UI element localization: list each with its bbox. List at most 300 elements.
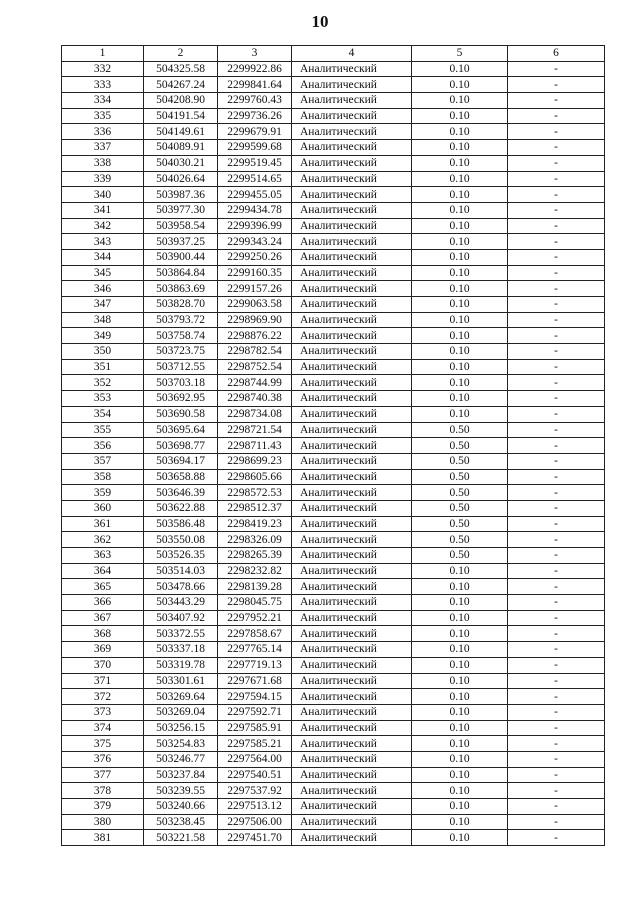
point-number-cell: 332 bbox=[62, 61, 144, 77]
note-cell: - bbox=[508, 140, 605, 156]
x-coordinate-cell: 504026.64 bbox=[144, 171, 218, 187]
table-row bbox=[62, 202, 605, 218]
point-number-cell: 333 bbox=[62, 77, 144, 93]
point-number-cell: 343 bbox=[62, 234, 144, 250]
y-coordinate-cell: 2298740.38 bbox=[218, 391, 292, 407]
y-coordinate-cell: 2297451.70 bbox=[218, 830, 292, 846]
table-row bbox=[62, 689, 605, 705]
column-header-4: 4 bbox=[292, 46, 412, 62]
y-coordinate-cell: 2297671.68 bbox=[218, 673, 292, 689]
accuracy-cell: 0.10 bbox=[412, 610, 508, 626]
y-coordinate-cell: 2299514.65 bbox=[218, 171, 292, 187]
x-coordinate-cell: 503712.55 bbox=[144, 359, 218, 375]
y-coordinate-cell: 2297765.14 bbox=[218, 642, 292, 658]
table-row bbox=[62, 344, 605, 360]
x-coordinate-cell: 503514.03 bbox=[144, 563, 218, 579]
accuracy-cell: 0.10 bbox=[412, 187, 508, 203]
y-coordinate-cell: 2297719.13 bbox=[218, 657, 292, 673]
note-cell: - bbox=[508, 359, 605, 375]
point-number-cell: 379 bbox=[62, 799, 144, 815]
point-number-cell: 362 bbox=[62, 532, 144, 548]
table-row bbox=[62, 704, 605, 720]
y-coordinate-cell: 2297564.00 bbox=[218, 751, 292, 767]
y-coordinate-cell: 2298265.39 bbox=[218, 548, 292, 564]
method-cell: Аналитический bbox=[292, 642, 412, 658]
table-body bbox=[62, 61, 605, 845]
method-cell: Аналитический bbox=[292, 595, 412, 611]
note-cell: - bbox=[508, 579, 605, 595]
x-coordinate-cell: 503987.36 bbox=[144, 187, 218, 203]
table-row bbox=[62, 93, 605, 109]
note-cell: - bbox=[508, 673, 605, 689]
accuracy-cell: 0.10 bbox=[412, 234, 508, 250]
y-coordinate-cell: 2299434.78 bbox=[218, 202, 292, 218]
table-row bbox=[62, 124, 605, 140]
point-number-cell: 366 bbox=[62, 595, 144, 611]
method-cell: Аналитический bbox=[292, 626, 412, 642]
x-coordinate-cell: 503658.88 bbox=[144, 469, 218, 485]
y-coordinate-cell: 2299455.05 bbox=[218, 187, 292, 203]
table-row bbox=[62, 469, 605, 485]
page-number: 10 bbox=[311, 12, 329, 31]
header-row bbox=[62, 46, 605, 62]
method-cell: Аналитический bbox=[292, 187, 412, 203]
y-coordinate-cell: 2299922.86 bbox=[218, 61, 292, 77]
method-cell: Аналитический bbox=[292, 422, 412, 438]
note-cell: - bbox=[508, 375, 605, 391]
table-row bbox=[62, 249, 605, 265]
accuracy-cell: 0.10 bbox=[412, 830, 508, 846]
y-coordinate-cell: 2298512.37 bbox=[218, 500, 292, 516]
table-row bbox=[62, 187, 605, 203]
note-cell: - bbox=[508, 171, 605, 187]
accuracy-cell: 0.10 bbox=[412, 359, 508, 375]
note-cell: - bbox=[508, 751, 605, 767]
note-cell: - bbox=[508, 704, 605, 720]
table-row bbox=[62, 736, 605, 752]
x-coordinate-cell: 503237.84 bbox=[144, 767, 218, 783]
method-cell: Аналитический bbox=[292, 155, 412, 171]
x-coordinate-cell: 503240.66 bbox=[144, 799, 218, 815]
point-number-cell: 334 bbox=[62, 93, 144, 109]
table-row bbox=[62, 642, 605, 658]
point-number-cell: 353 bbox=[62, 391, 144, 407]
method-cell: Аналитический bbox=[292, 297, 412, 313]
method-cell: Аналитический bbox=[292, 485, 412, 501]
note-cell: - bbox=[508, 736, 605, 752]
table-row bbox=[62, 485, 605, 501]
accuracy-cell: 0.10 bbox=[412, 751, 508, 767]
note-cell: - bbox=[508, 187, 605, 203]
x-coordinate-cell: 503723.75 bbox=[144, 344, 218, 360]
table-row bbox=[62, 359, 605, 375]
method-cell: Аналитический bbox=[292, 77, 412, 93]
point-number-cell: 372 bbox=[62, 689, 144, 705]
table-row bbox=[62, 140, 605, 156]
x-coordinate-cell: 503586.48 bbox=[144, 516, 218, 532]
x-coordinate-cell: 503977.30 bbox=[144, 202, 218, 218]
column-header-3: 3 bbox=[218, 46, 292, 62]
note-cell: - bbox=[508, 642, 605, 658]
x-coordinate-cell: 504267.24 bbox=[144, 77, 218, 93]
accuracy-cell: 0.50 bbox=[412, 532, 508, 548]
y-coordinate-cell: 2298572.53 bbox=[218, 485, 292, 501]
y-coordinate-cell: 2299343.24 bbox=[218, 234, 292, 250]
table-header bbox=[62, 46, 605, 62]
note-cell: - bbox=[508, 595, 605, 611]
table-row bbox=[62, 453, 605, 469]
column-header-1: 1 bbox=[62, 46, 144, 62]
y-coordinate-cell: 2297537.92 bbox=[218, 783, 292, 799]
x-coordinate-cell: 503238.45 bbox=[144, 814, 218, 830]
y-coordinate-cell: 2298326.09 bbox=[218, 532, 292, 548]
y-coordinate-cell: 2299250.26 bbox=[218, 249, 292, 265]
method-cell: Аналитический bbox=[292, 234, 412, 250]
point-number-cell: 368 bbox=[62, 626, 144, 642]
note-cell: - bbox=[508, 532, 605, 548]
note-cell: - bbox=[508, 469, 605, 485]
method-cell: Аналитический bbox=[292, 93, 412, 109]
table-row bbox=[62, 312, 605, 328]
note-cell: - bbox=[508, 61, 605, 77]
x-coordinate-cell: 503254.83 bbox=[144, 736, 218, 752]
accuracy-cell: 0.10 bbox=[412, 814, 508, 830]
table-row bbox=[62, 563, 605, 579]
method-cell: Аналитический bbox=[292, 673, 412, 689]
coordinates-table bbox=[61, 45, 605, 846]
x-coordinate-cell: 504208.90 bbox=[144, 93, 218, 109]
accuracy-cell: 0.10 bbox=[412, 218, 508, 234]
point-number-cell: 356 bbox=[62, 438, 144, 454]
point-number-cell: 373 bbox=[62, 704, 144, 720]
point-number-cell: 371 bbox=[62, 673, 144, 689]
y-coordinate-cell: 2299157.26 bbox=[218, 281, 292, 297]
table-row bbox=[62, 595, 605, 611]
x-coordinate-cell: 503319.78 bbox=[144, 657, 218, 673]
accuracy-cell: 0.50 bbox=[412, 485, 508, 501]
x-coordinate-cell: 503239.55 bbox=[144, 783, 218, 799]
table-row bbox=[62, 375, 605, 391]
accuracy-cell: 0.10 bbox=[412, 312, 508, 328]
x-coordinate-cell: 503900.44 bbox=[144, 249, 218, 265]
point-number-cell: 381 bbox=[62, 830, 144, 846]
table-row bbox=[62, 61, 605, 77]
note-cell: - bbox=[508, 689, 605, 705]
point-number-cell: 342 bbox=[62, 218, 144, 234]
note-cell: - bbox=[508, 108, 605, 124]
note-cell: - bbox=[508, 453, 605, 469]
x-coordinate-cell: 503695.64 bbox=[144, 422, 218, 438]
point-number-cell: 376 bbox=[62, 751, 144, 767]
point-number-cell: 360 bbox=[62, 500, 144, 516]
y-coordinate-cell: 2299396.99 bbox=[218, 218, 292, 234]
accuracy-cell: 0.10 bbox=[412, 375, 508, 391]
point-number-cell: 378 bbox=[62, 783, 144, 799]
x-coordinate-cell: 503407.92 bbox=[144, 610, 218, 626]
x-coordinate-cell: 503863.69 bbox=[144, 281, 218, 297]
note-cell: - bbox=[508, 657, 605, 673]
method-cell: Аналитический bbox=[292, 406, 412, 422]
note-cell: - bbox=[508, 218, 605, 234]
accuracy-cell: 0.10 bbox=[412, 249, 508, 265]
method-cell: Аналитический bbox=[292, 218, 412, 234]
y-coordinate-cell: 2298232.82 bbox=[218, 563, 292, 579]
method-cell: Аналитический bbox=[292, 767, 412, 783]
table-row bbox=[62, 422, 605, 438]
method-cell: Аналитический bbox=[292, 799, 412, 815]
table-row bbox=[62, 548, 605, 564]
x-coordinate-cell: 503269.04 bbox=[144, 704, 218, 720]
y-coordinate-cell: 2297585.21 bbox=[218, 736, 292, 752]
x-coordinate-cell: 503622.88 bbox=[144, 500, 218, 516]
column-header-5: 5 bbox=[412, 46, 508, 62]
point-number-cell: 337 bbox=[62, 140, 144, 156]
accuracy-cell: 0.10 bbox=[412, 61, 508, 77]
point-number-cell: 350 bbox=[62, 344, 144, 360]
x-coordinate-cell: 504030.21 bbox=[144, 155, 218, 171]
y-coordinate-cell: 2299679.91 bbox=[218, 124, 292, 140]
x-coordinate-cell: 503937.25 bbox=[144, 234, 218, 250]
y-coordinate-cell: 2299519.45 bbox=[218, 155, 292, 171]
note-cell: - bbox=[508, 814, 605, 830]
method-cell: Аналитический bbox=[292, 391, 412, 407]
point-number-cell: 351 bbox=[62, 359, 144, 375]
x-coordinate-cell: 503256.15 bbox=[144, 720, 218, 736]
x-coordinate-cell: 503692.95 bbox=[144, 391, 218, 407]
point-number-cell: 335 bbox=[62, 108, 144, 124]
x-coordinate-cell: 503703.18 bbox=[144, 375, 218, 391]
accuracy-cell: 0.10 bbox=[412, 202, 508, 218]
note-cell: - bbox=[508, 422, 605, 438]
method-cell: Аналитический bbox=[292, 375, 412, 391]
method-cell: Аналитический bbox=[292, 814, 412, 830]
note-cell: - bbox=[508, 281, 605, 297]
accuracy-cell: 0.50 bbox=[412, 548, 508, 564]
accuracy-cell: 0.50 bbox=[412, 516, 508, 532]
method-cell: Аналитический bbox=[292, 108, 412, 124]
y-coordinate-cell: 2297952.21 bbox=[218, 610, 292, 626]
point-number-cell: 369 bbox=[62, 642, 144, 658]
point-number-cell: 365 bbox=[62, 579, 144, 595]
table-row bbox=[62, 297, 605, 313]
method-cell: Аналитический bbox=[292, 202, 412, 218]
method-cell: Аналитический bbox=[292, 265, 412, 281]
x-coordinate-cell: 503758.74 bbox=[144, 328, 218, 344]
y-coordinate-cell: 2298699.23 bbox=[218, 453, 292, 469]
table-row bbox=[62, 218, 605, 234]
y-coordinate-cell: 2297513.12 bbox=[218, 799, 292, 815]
table-row bbox=[62, 579, 605, 595]
method-cell: Аналитический bbox=[292, 469, 412, 485]
note-cell: - bbox=[508, 297, 605, 313]
note-cell: - bbox=[508, 610, 605, 626]
method-cell: Аналитический bbox=[292, 689, 412, 705]
x-coordinate-cell: 503478.66 bbox=[144, 579, 218, 595]
point-number-cell: 341 bbox=[62, 202, 144, 218]
table-row bbox=[62, 328, 605, 344]
x-coordinate-cell: 503269.64 bbox=[144, 689, 218, 705]
table-row bbox=[62, 234, 605, 250]
accuracy-cell: 0.10 bbox=[412, 93, 508, 109]
accuracy-cell: 0.10 bbox=[412, 124, 508, 140]
accuracy-cell: 0.10 bbox=[412, 720, 508, 736]
point-number-cell: 359 bbox=[62, 485, 144, 501]
point-number-cell: 344 bbox=[62, 249, 144, 265]
accuracy-cell: 0.10 bbox=[412, 155, 508, 171]
y-coordinate-cell: 2298969.90 bbox=[218, 312, 292, 328]
x-coordinate-cell: 503372.55 bbox=[144, 626, 218, 642]
method-cell: Аналитический bbox=[292, 344, 412, 360]
point-number-cell: 370 bbox=[62, 657, 144, 673]
method-cell: Аналитический bbox=[292, 532, 412, 548]
accuracy-cell: 0.10 bbox=[412, 799, 508, 815]
y-coordinate-cell: 2298734.08 bbox=[218, 406, 292, 422]
method-cell: Аналитический bbox=[292, 516, 412, 532]
method-cell: Аналитический bbox=[292, 720, 412, 736]
table-row bbox=[62, 673, 605, 689]
accuracy-cell: 0.10 bbox=[412, 328, 508, 344]
method-cell: Аналитический bbox=[292, 736, 412, 752]
method-cell: Аналитический bbox=[292, 830, 412, 846]
table-row bbox=[62, 767, 605, 783]
x-coordinate-cell: 504191.54 bbox=[144, 108, 218, 124]
y-coordinate-cell: 2298139.28 bbox=[218, 579, 292, 595]
method-cell: Аналитический bbox=[292, 453, 412, 469]
table-row bbox=[62, 406, 605, 422]
table-row bbox=[62, 281, 605, 297]
x-coordinate-cell: 503828.70 bbox=[144, 297, 218, 313]
point-number-cell: 355 bbox=[62, 422, 144, 438]
table-row bbox=[62, 171, 605, 187]
note-cell: - bbox=[508, 406, 605, 422]
x-coordinate-cell: 503646.39 bbox=[144, 485, 218, 501]
y-coordinate-cell: 2298045.75 bbox=[218, 595, 292, 611]
table-row bbox=[62, 155, 605, 171]
point-number-cell: 363 bbox=[62, 548, 144, 564]
y-coordinate-cell: 2298744.99 bbox=[218, 375, 292, 391]
y-coordinate-cell: 2297594.15 bbox=[218, 689, 292, 705]
note-cell: - bbox=[508, 767, 605, 783]
accuracy-cell: 0.10 bbox=[412, 297, 508, 313]
accuracy-cell: 0.10 bbox=[412, 171, 508, 187]
point-number-cell: 338 bbox=[62, 155, 144, 171]
method-cell: Аналитический bbox=[292, 61, 412, 77]
method-cell: Аналитический bbox=[292, 140, 412, 156]
method-cell: Аналитический bbox=[292, 328, 412, 344]
accuracy-cell: 0.10 bbox=[412, 391, 508, 407]
x-coordinate-cell: 503694.17 bbox=[144, 453, 218, 469]
method-cell: Аналитический bbox=[292, 751, 412, 767]
point-number-cell: 357 bbox=[62, 453, 144, 469]
accuracy-cell: 0.10 bbox=[412, 673, 508, 689]
y-coordinate-cell: 2297858.67 bbox=[218, 626, 292, 642]
method-cell: Аналитический bbox=[292, 171, 412, 187]
accuracy-cell: 0.10 bbox=[412, 736, 508, 752]
note-cell: - bbox=[508, 93, 605, 109]
x-coordinate-cell: 503246.77 bbox=[144, 751, 218, 767]
x-coordinate-cell: 504089.91 bbox=[144, 140, 218, 156]
table-row bbox=[62, 830, 605, 846]
note-cell: - bbox=[508, 312, 605, 328]
y-coordinate-cell: 2299599.68 bbox=[218, 140, 292, 156]
note-cell: - bbox=[508, 155, 605, 171]
note-cell: - bbox=[508, 77, 605, 93]
method-cell: Аналитический bbox=[292, 704, 412, 720]
point-number-cell: 380 bbox=[62, 814, 144, 830]
y-coordinate-cell: 2299160.35 bbox=[218, 265, 292, 281]
accuracy-cell: 0.10 bbox=[412, 595, 508, 611]
x-coordinate-cell: 503550.08 bbox=[144, 532, 218, 548]
x-coordinate-cell: 503221.58 bbox=[144, 830, 218, 846]
table-row bbox=[62, 751, 605, 767]
accuracy-cell: 0.50 bbox=[412, 500, 508, 516]
method-cell: Аналитический bbox=[292, 281, 412, 297]
accuracy-cell: 0.10 bbox=[412, 579, 508, 595]
y-coordinate-cell: 2299736.26 bbox=[218, 108, 292, 124]
point-number-cell: 340 bbox=[62, 187, 144, 203]
point-number-cell: 374 bbox=[62, 720, 144, 736]
note-cell: - bbox=[508, 438, 605, 454]
accuracy-cell: 0.50 bbox=[412, 438, 508, 454]
table-row bbox=[62, 77, 605, 93]
accuracy-cell: 0.50 bbox=[412, 422, 508, 438]
x-coordinate-cell: 503698.77 bbox=[144, 438, 218, 454]
accuracy-cell: 0.10 bbox=[412, 406, 508, 422]
x-coordinate-cell: 503443.29 bbox=[144, 595, 218, 611]
y-coordinate-cell: 2298782.54 bbox=[218, 344, 292, 360]
point-number-cell: 349 bbox=[62, 328, 144, 344]
note-cell: - bbox=[508, 799, 605, 815]
x-coordinate-cell: 504149.61 bbox=[144, 124, 218, 140]
accuracy-cell: 0.50 bbox=[412, 453, 508, 469]
x-coordinate-cell: 503690.58 bbox=[144, 406, 218, 422]
y-coordinate-cell: 2298419.23 bbox=[218, 516, 292, 532]
note-cell: - bbox=[508, 563, 605, 579]
y-coordinate-cell: 2299063.58 bbox=[218, 297, 292, 313]
table-row bbox=[62, 391, 605, 407]
point-number-cell: 375 bbox=[62, 736, 144, 752]
accuracy-cell: 0.10 bbox=[412, 108, 508, 124]
method-cell: Аналитический bbox=[292, 563, 412, 579]
method-cell: Аналитический bbox=[292, 249, 412, 265]
y-coordinate-cell: 2298876.22 bbox=[218, 328, 292, 344]
note-cell: - bbox=[508, 391, 605, 407]
table-row bbox=[62, 516, 605, 532]
note-cell: - bbox=[508, 249, 605, 265]
point-number-cell: 364 bbox=[62, 563, 144, 579]
point-number-cell: 354 bbox=[62, 406, 144, 422]
x-coordinate-cell: 503526.35 bbox=[144, 548, 218, 564]
accuracy-cell: 0.10 bbox=[412, 783, 508, 799]
note-cell: - bbox=[508, 783, 605, 799]
y-coordinate-cell: 2298711.43 bbox=[218, 438, 292, 454]
y-coordinate-cell: 2298752.54 bbox=[218, 359, 292, 375]
note-cell: - bbox=[508, 626, 605, 642]
point-number-cell: 345 bbox=[62, 265, 144, 281]
accuracy-cell: 0.50 bbox=[412, 469, 508, 485]
x-coordinate-cell: 503958.54 bbox=[144, 218, 218, 234]
column-header-2: 2 bbox=[144, 46, 218, 62]
point-number-cell: 347 bbox=[62, 297, 144, 313]
x-coordinate-cell: 503793.72 bbox=[144, 312, 218, 328]
method-cell: Аналитический bbox=[292, 548, 412, 564]
table-row bbox=[62, 799, 605, 815]
table-row bbox=[62, 720, 605, 736]
accuracy-cell: 0.10 bbox=[412, 657, 508, 673]
table-row bbox=[62, 610, 605, 626]
method-cell: Аналитический bbox=[292, 312, 412, 328]
method-cell: Аналитический bbox=[292, 657, 412, 673]
